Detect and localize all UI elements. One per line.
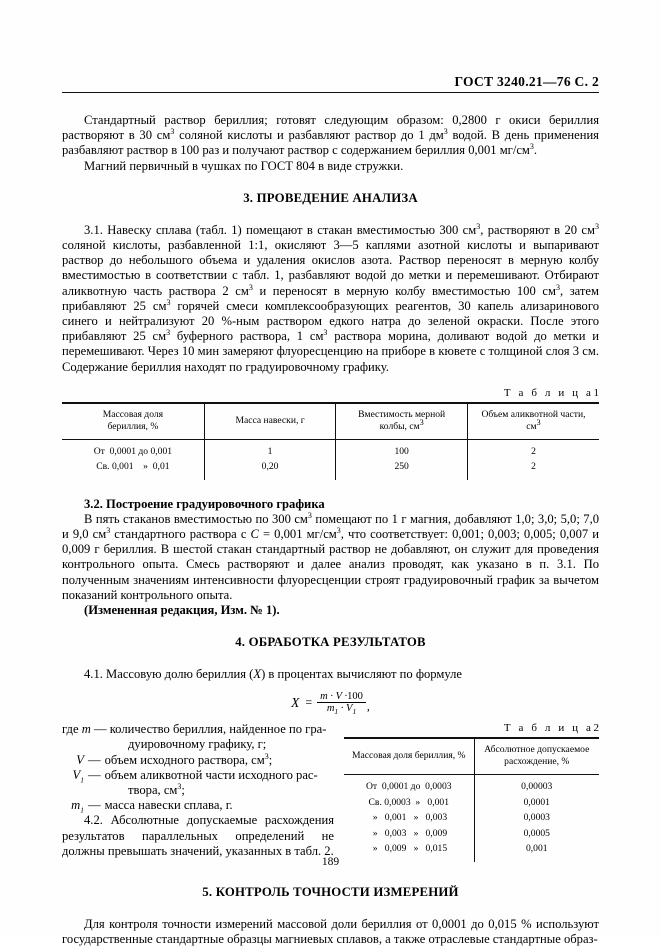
formula-numerator: m · V ·100 (317, 691, 366, 703)
table-1-header-sample-mass: Масса навески, г (204, 403, 336, 440)
definition-V1: $V_1$ — объем аликвотной части исходного рас- (62, 768, 334, 783)
section-5-title: 5. КОНТРОЛЬ ТОЧНОСТИ ИЗМЕРЕНИЙ (202, 884, 459, 899)
table-1-caption-label: Т а б л и ц а (503, 386, 594, 399)
section-4-2-paragraph: 4.2. Абсолютные допускаемые расхождения результатов параллельных определений не должны превышать значений, указанных в табл. 2. (62, 813, 334, 858)
table-2-column (344, 722, 599, 862)
table-2-cell-range: Св. 0,0003 » 0,001 (344, 795, 474, 811)
section-5-paragraph: Для контроля точности измерений массовой доли бериллия от 0,0001 до 0,015 % используют государственные стандартные образцы магниевых сплавов, а также отраслевые стандартные образ- (62, 916, 599, 946)
formula-denominator: $m_1 \cdot V_1$ (326, 703, 357, 717)
definition-V1-continued: твора, $см^3$; (128, 781, 185, 798)
table-2-body (344, 775, 599, 862)
table-row (344, 826, 599, 842)
section-3-title: 3. ПРОВЕДЕНИЕ АНАЛИЗА (243, 190, 418, 205)
table-row (344, 795, 599, 811)
intro-paragraph-2: Магний первичный в чушках по ГОСТ 804 в виде стружки. (84, 158, 404, 173)
table-2-cell-range: » 0,009 » 0,015 (344, 842, 474, 862)
table-2-header-mass-fraction: Массовая доля бериллия, % (344, 738, 474, 775)
table-2-cell-range: От 0,0001 до 0,0003 (344, 775, 474, 796)
page-content (62, 74, 599, 947)
table-row (62, 460, 599, 480)
table-row (344, 811, 599, 827)
table-1-cell-mass: 0,20 (204, 460, 336, 480)
table-2-cell-deviation: 0,0003 (474, 811, 599, 827)
table-1-cell-flask: 250 (336, 460, 468, 480)
definition-m-continued: дуировочному графику, г; (128, 737, 267, 752)
section-3-1-paragraph: 3.1. Навеску сплава (табл. 1) помещают в стакан вместимостью 300 $см^3$, растворяют в 20 $см^3$ соляной кислоты, разбавленной 1:1, окисляют 3—5 каплями азотной кислоты и выпаривают раствор до небольшого объема и удаления окислов азота. Раствор переносят в мерную колбу вместимостью в соответствии с табл. 1, разбавляют водой до метки и перемешивают. Отбирают аликвотную часть раствора 2 $см^3$ и переносят в мерную колбу вместимостью 100 $см^3$, затем прибавляют 25 $см^3$ горячей смеси комплексообразующих реагентов, 30 капель ализаринового синего и нейтрализуют 20 %-ным раствором едкого натра до зеленой окраски. После этого прибавляют 25 $см^3$ буферного раствора, 1 $см^3$ раствора морина, доливают водой до метки и перемешивают. Через 10 мин замеряют флуоресценцию на приборе в кювете с толщиной слоя 3 см. Содержание бериллия находят по градуировочному графику. (62, 221, 600, 374)
table-2-cell-range: » 0,001 » 0,003 (344, 811, 474, 827)
table-2-head (344, 738, 599, 775)
document-header: ГОСТ 3240.21—76 С. 2 (62, 74, 599, 93)
table-2-caption-number: 2 (593, 722, 599, 735)
definition-symbol-V: V (76, 752, 84, 767)
table-1-cell-flask: 100 (336, 439, 468, 460)
intro-paragraph-1-text: Стандартный раствор бериллия; готовят следующим образом: 0,2800 г окиси бериллия растворяют в 30 $см^3$ соляной кислоты и разбавляют раствор до 1 $дм^3$ водой. В день применения разбавляют раствор в 100 раз и получают раствор с содержанием бериллия 0,001 $мг/см^3$. (62, 113, 599, 158)
table-2-caption (344, 722, 599, 734)
table-1-head (62, 403, 599, 440)
table-2-header-row (344, 738, 599, 775)
definition-where-m: где m — количество бериллия, найденное по гра- (62, 722, 327, 737)
section-4-title: 4. ОБРАБОТКА РЕЗУЛЬТАТОВ (235, 635, 426, 650)
formula-trailing-comma: , (366, 699, 370, 714)
table-2-cell-deviation: 0,00003 (474, 775, 599, 796)
section-3-2-paragraph: В пять стаканов вместимостью по 300 $см^3$ помещают по 1 г магния, добавляют 1,0; 3,0; 5,0; 7,0 и 9,0 $см^3$ стандартного раствора с C = 0,001 $мг/см^3$, что соответствует: 0,001; 0,003; 0,005; 0,007 и 0,009 г бериллия. В шестой стакан стандартный раствор не добавляют, он служит для проведения контрольного опыта. Смесь растворяют и далее анализ проводят, как указано в п. 3.1. По полученным значениям интенсивности флуоресценции строят градуировочный график за вычетом показаний контрольного опыта. (62, 510, 600, 602)
formula-equals: = (305, 695, 313, 710)
formula-block (62, 691, 599, 717)
table-1-header-mass-fraction: Массовая доля бериллия, % (62, 403, 204, 440)
section-3-2-subtitle: 3.2. Построение градуировочного графика (84, 496, 325, 511)
table-row (344, 775, 599, 796)
table-2-cell-deviation: 0,0001 (474, 795, 599, 811)
table-1 (62, 402, 599, 480)
table-1-body (62, 439, 599, 480)
table-2-caption-label: Т а б л и ц а (503, 722, 594, 735)
revision-note: (Измененная редакция, Изм. № 1). (84, 603, 280, 618)
definition-symbol-V1: $V_1$ (72, 767, 84, 785)
formula-fraction (317, 691, 366, 717)
intro-paragraph-1 (62, 113, 599, 159)
table-1-cell-mass: 1 (204, 439, 336, 460)
table-1-caption-number: 1 (593, 386, 599, 399)
page-number: 189 (321, 856, 340, 868)
definition-m1: $m_1$ — масса навески сплава, г. (62, 798, 334, 813)
formula-lhs: X (291, 694, 300, 710)
definition-symbol-m1: $m_1$ (71, 798, 84, 815)
table-1-header-flask-capacity: Вместимость мерной колбы, $см^3$ (336, 403, 468, 440)
table-1-caption (62, 387, 599, 399)
table-1-header-aliquot-volume: Объем аликвотной части, $см^3$ (467, 403, 599, 440)
definition-V: V — объем исходного раствора, $см^3$; (62, 753, 334, 768)
table-1-cell-aliquot: 2 (467, 460, 599, 480)
definitions-column (62, 722, 334, 859)
section-4-1-paragraph: 4.1. Массовую долю бериллия (X) в процентах вычисляют по формуле (84, 667, 462, 682)
table-2-header-deviation: Абсолютное допускаемое расхождение, % (474, 738, 599, 775)
table-2-cell-deviation: 0,001 (474, 842, 599, 862)
table-2-cell-deviation: 0,0005 (474, 826, 599, 842)
table-row (62, 439, 599, 460)
table-1-header-row (62, 403, 599, 440)
definitions-and-table2-block (62, 722, 599, 862)
table-1-cell-range: От 0,0001 до 0,001 (62, 439, 204, 460)
formula-mass-fraction (291, 691, 370, 717)
definition-where-label: где (62, 722, 79, 737)
table-2 (344, 737, 599, 862)
table-1-cell-range: Св. 0,001 » 0,01 (62, 460, 204, 480)
table-2-cell-range: » 0,003 » 0,009 (344, 826, 474, 842)
table-1-cell-aliquot: 2 (467, 439, 599, 460)
